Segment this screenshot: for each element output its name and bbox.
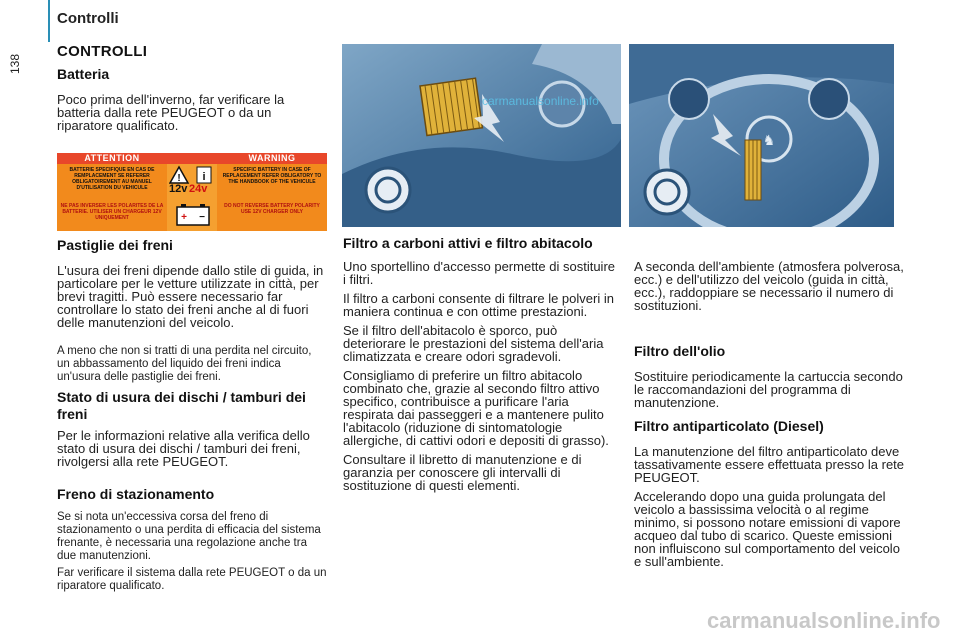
svg-text:−: −: [199, 212, 205, 223]
batteria-title: Batteria: [57, 66, 110, 82]
filtro-carboni-p4: Consigliamo di preferire un filtro abitacolo combinato che, grazie al secondo filtro attivo specifico, contribuisce a purificare l'aria respirata dai passeggeri e a mantenere pulito l'abitacolo (riduzione di sintomatologie allergiche, di cattivi odori e depositi di grasso).: [343, 368, 609, 448]
freno-title: Freno di stazionamento: [57, 486, 215, 502]
section-header: Controlli: [57, 10, 119, 27]
dischi-text: Per le informazioni relative alla verifica dello stato di usura dei dischi / tamburi dei freni, rivolgersi alla rete PEUGEOT.: [57, 428, 310, 469]
page-watermark: carmanualsonline.info: [707, 608, 941, 633]
dashboard-illustration: [629, 44, 894, 227]
warning-label: WARNING: [248, 153, 296, 163]
filtro-carboni-body: [343, 260, 618, 498]
filtro-carboni-p5: Consultare il libretto di manutenzione e di garanzia per conoscere gli intervalli di sostituzione di questi elementi.: [343, 452, 582, 493]
filtro-carboni-title: Filtro a carboni attivi e filtro abitacolo: [343, 235, 593, 251]
svg-text:i: i: [202, 171, 206, 183]
filtro-carboni-p1: Uno sportellino d'accesso permette di sostituire i filtri.: [343, 259, 616, 287]
warning-en-top: SPECIFIC BATTERY IN CASE OF REPLACEMENT REFER OBLIGATORY TO THE HANDBOOK OF THE VEHICULE: [222, 167, 322, 185]
warning-en-bottom: DO NOT REVERSE BATTERY POLARITY USE 12V CHARGER ONLY: [224, 203, 320, 215]
voltage-12v: 12v: [169, 183, 188, 195]
svg-text:+: +: [181, 212, 187, 223]
pastiglie-note: A meno che non si tratti di una perdita nel circuito, un abbassamento del liquido dei freni indica un'usura delle pastiglie dei freni.: [57, 345, 312, 383]
battery-icon: [171, 199, 215, 227]
antiparticolato-title: Filtro antiparticolato (Diesel): [634, 418, 824, 434]
attention-label: ATTENTION: [84, 153, 140, 163]
antiparticolato-p1: La manutenzione del filtro antiparticolato deve tassativamente essere effettuata presso la rete PEUGEOT.: [634, 444, 905, 485]
dischi-title: Stato di usura dei dischi / tamburi dei freni: [57, 389, 306, 422]
svg-text:!: !: [177, 173, 181, 184]
warning-fr-top: BATTERIE SPECIFIQUE EN CAS DE REMPLACEMENT SE REFERER OBLIGATOIREMENT AU MANUEL D'UTILISATION DU VEHICULE: [69, 167, 155, 191]
antiparticolato-p2: Accelerando dopo una guida prolungata del veicolo a bassissima velocità o al regime minimo, si possono notare emissioni di vapore acqueo dal tubo di scarico. Queste emissioni non influiscono sul comportamento del veicolo e sull'ambiente.: [634, 489, 901, 569]
main-title: CONTROLLI: [57, 43, 148, 60]
voltage-24v: 24v: [189, 183, 208, 195]
filtro-carboni-p6: A seconda dell'ambiente (atmosfera polverosa, ecc.) e dell'utilizzo del veicolo (guida in città, ecc.), raddoppiare se necessario il numero di sostituzioni.: [634, 259, 904, 313]
freno-text1: Se si nota un'eccessiva corsa del freno di stazionamento o una perdita di efficacia del sistema frenante, è necessaria una regolazione anche tra due manutenzioni.: [57, 511, 321, 562]
battery-warning-label: [57, 153, 327, 231]
pastiglie-text: L'usura dei freni dipende dallo stile di guida, in particolare per le vetture utilizzate in città, per brevi tragitti. Può essere necessario far controllare lo stato dei freni anche al di fuori delle manutenzioni del veicolo.: [57, 263, 324, 330]
filtro-carboni-p3: Se il filtro dell'abitacolo è sporco, può deteriorare le prestazioni del sistema dell'aria climatizzata e creare odori sgradevoli.: [343, 323, 604, 364]
page-number: 138: [8, 53, 22, 75]
dashboard-photo: [629, 44, 894, 227]
header-accent-bar: [48, 0, 50, 42]
olio-title: Filtro dell'olio: [634, 343, 726, 359]
cabin-filter-illustration: [342, 44, 621, 227]
cabin-filter-photo: [342, 44, 621, 227]
warning-fr-bottom: NE PAS INVERSER LES POLARITES DE LA BATTERIE. UTILISER UN CHARGEUR 12V UNIQUEMENT: [60, 203, 164, 221]
batteria-text: Poco prima dell'inverno, far verificare la batteria dalla rete PEUGEOT o da un riparatore qualificato.: [57, 92, 285, 133]
freno-text2: Far verificare il sistema dalla rete PEUGEOT o da un riparatore qualificato.: [57, 567, 327, 592]
image-watermark: carmanualsonline.info: [482, 94, 599, 108]
pastiglie-title: Pastiglie dei freni: [57, 237, 173, 253]
warning-triangle-icon: [169, 165, 215, 185]
filtro-carboni-p2: Il filtro a carboni consente di filtrare le polveri in maniera continua e con ottime prestazioni.: [343, 291, 614, 319]
olio-text: Sostituire periodicamente la cartuccia secondo le raccomandazioni del programma di manutenzione.: [634, 369, 903, 410]
svg-text:♞: ♞: [762, 132, 776, 148]
antiparticolato-body: [634, 445, 906, 574]
